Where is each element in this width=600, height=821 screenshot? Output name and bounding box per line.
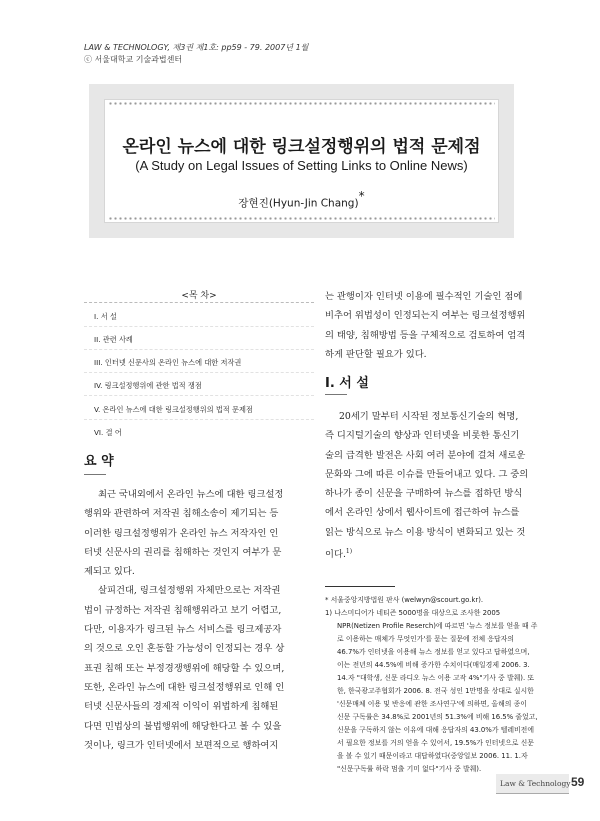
title-dotted-border-bottom (108, 217, 495, 220)
text-line: 또한, 온라인 뉴스에 대한 링크설정행위로 인해 인 (84, 681, 285, 693)
footnote-line: "신문구독률 하락 멈출 기미 없다"기사 중 발췌). (337, 765, 482, 773)
text-line: 살피건대, 링크설정행위 자체만으로는 저작권 (98, 585, 281, 597)
toc-item: V. 온라인 뉴스에 대한 링크설정행위의 법적 문제점 (94, 405, 253, 414)
text-line: 의 것으로 오인 혼동할 가능성이 인정되는 경우 상 (84, 643, 285, 655)
text-line: 최근 국내외에서 온라인 뉴스에 대한 링크설정 (98, 489, 284, 500)
footnote-line: 신문 구독률은 34.8%로 2001년의 51.3%에 비해 16.5% 줄었고, (337, 713, 538, 721)
author-name: 장현진(Hyun-Jin Chang) (238, 197, 359, 210)
footer-journal-label: Law & Technology (500, 779, 571, 788)
footnote-rule (325, 586, 395, 587)
journal-citation: LAW & TECHNOLOGY, 제3권 제1호: pp59 - 79. 2007년 1월 (84, 43, 309, 52)
toc-heading: <목 차> (181, 291, 217, 301)
toc-divider (84, 395, 314, 396)
title-dotted-border-top (108, 102, 495, 105)
text-line: 는 관행이자 인터넷 이용에 필수적인 기술인 점에 (325, 291, 523, 302)
footnote-line: 신문을 구독하지 않는 이유에 대해 응답자의 43.0%가 텔레비전에 (337, 726, 534, 734)
text-line: 의 태양, 침해방법 등을 구체적으로 검토하여 엄격 (325, 329, 526, 341)
publisher-line: ⓒ 서울대학교 기술과법센터 (84, 55, 183, 64)
text-line: 다면 민법상의 불법행위에 해당한다고 볼 수 있을 (84, 720, 282, 732)
text-line: 이러한 링크설정행위가 온라인 뉴스 저작자인 인 (84, 527, 279, 539)
footnote-line: * 서울중앙지방법원 판사 (welwyn@scourt.go.kr). (325, 596, 484, 604)
footnote-line: 한, 한국광고주협회가 2006. 8. 전국 성인 1만명을 상대로 실시한 (337, 687, 534, 695)
footnote-line: NPR(Netizen Profile Reserch)에 따르면 '뉴스 정보를 얻을 때 주 (337, 622, 538, 630)
text-line: 하게 판단할 필요가 있다. (325, 348, 427, 360)
toc-item: VI. 결 어 (94, 428, 122, 437)
author-line (104, 191, 499, 211)
text-line: 표권 침해 또는 부정경쟁행위에 해당할 수 있으며, (84, 662, 285, 674)
paper-title-english: (A Study on Legal Issues of Setting Links to Online News) (135, 158, 468, 173)
text-line: 터넷 신문사의 권리를 침해하는 것인지 여부가 문 (84, 546, 282, 558)
intro-body (325, 407, 547, 564)
abstract-continuation (325, 287, 547, 364)
footnote-line: 14.자 "대학생, 신문 라디오 뉴스 이용 고작 4%"기사 중 발췌). 또 (337, 674, 534, 682)
footnote-line: 46.7%가 인터넷을 이용해 뉴스 정보를 얻고 있다고 답하였으며, (337, 648, 530, 656)
text-line: 행위와 관련하여 저작권 침해소송이 제기되는 등 (84, 508, 279, 520)
section-heading-intro: I. 서 설 (325, 376, 369, 391)
text-line: 하나가 종이 신문을 구매하여 뉴스를 접하던 방식 (325, 488, 523, 500)
text-line: 것이나, 링크가 인터넷에서 보편적으로 행하여지 (84, 739, 279, 751)
footnotes (325, 594, 547, 776)
abstract-body (84, 485, 312, 755)
text-fragment: 이다. (325, 549, 346, 561)
toc-item: IV. 링크설정행위에 관한 법적 쟁점 (94, 381, 202, 390)
footnote-line: 이는 전년의 44.5%에 비해 증가한 수치이다(매일경제 2006. 3. (337, 661, 530, 669)
text-line: 법이 규정하는 저작권 침해행위라고 보기 어렵고, (84, 604, 282, 616)
author-footnote-mark: * (358, 189, 365, 203)
text-line: 읽는 방식으로 뉴스 이용 방식이 변화되고 있는 것 (325, 526, 526, 538)
footer-rule (496, 793, 569, 794)
abstract-heading: 요 약 (84, 454, 114, 469)
text-line: 20세기 말부터 시작된 정보통신기술의 혁명, (339, 411, 519, 422)
text-line: 제되고 있다. (84, 566, 135, 578)
page-number: 59 (571, 775, 585, 789)
toc-item: III. 인터넷 신문사의 온라인 뉴스에 대한 저작권 (94, 358, 242, 367)
footnote-line: 서 필요한 정보를 거의 얻을 수 있어서, 19.5%가 인터넷으로 신문 (337, 739, 534, 747)
text-line: 에서 온라인 상에서 웹사이트에 접근하여 뉴스를 (325, 507, 520, 519)
text-line: 즉 디지털기술의 향상과 인터넷을 비롯한 통신기 (325, 430, 520, 442)
footnote-line: 로 이용하는 매체가 무엇인가'를 묻는 질문에 전체 응답자의 (337, 635, 514, 643)
section-heading-rule (325, 394, 347, 395)
toc-divider (84, 302, 314, 303)
footnote-ref: 1) (345, 548, 353, 556)
table-of-contents (84, 288, 314, 437)
footnote-line: '신문매체 이용 및 반응에 관한 조사연구'에 의하면, 올해의 종이 (337, 700, 527, 708)
toc-item: I. 서 설 (94, 312, 117, 321)
toc-divider (84, 419, 314, 420)
text-line: 다만, 이용자가 링크된 뉴스 서비스를 링크제공자 (84, 624, 282, 636)
text-line: 문화와 그에 따른 이슈를 만들어내고 있다. 그 중의 (325, 468, 529, 480)
toc-item: II. 관련 사례 (94, 335, 133, 344)
paper-title-korean: 온라인 뉴스에 대한 링크설정행위의 법적 문제점 (122, 137, 481, 157)
text-line: 비추어 위법성이 인정되는지 여부는 링크설정행위 (325, 310, 526, 322)
footnote-line: 1) 나스미디어가 네티즌 5000명을 대상으로 조사한 2005 (325, 609, 501, 617)
text-line (325, 542, 547, 564)
abstract-heading-rule (84, 474, 106, 475)
text-line: 터넷 신문사들의 경제적 이익이 위법하게 침해된 (84, 701, 279, 713)
text-line: 술의 급격한 발전은 사회 여러 분야에 걸쳐 새로운 (325, 449, 526, 461)
toc-divider (84, 372, 314, 373)
toc-divider (84, 349, 314, 350)
footnote-line: 을 볼 수 있기 때문이라고 대답하였다(중앙일보 2006. 11. 1.자 (337, 752, 528, 760)
toc-divider (84, 326, 314, 327)
